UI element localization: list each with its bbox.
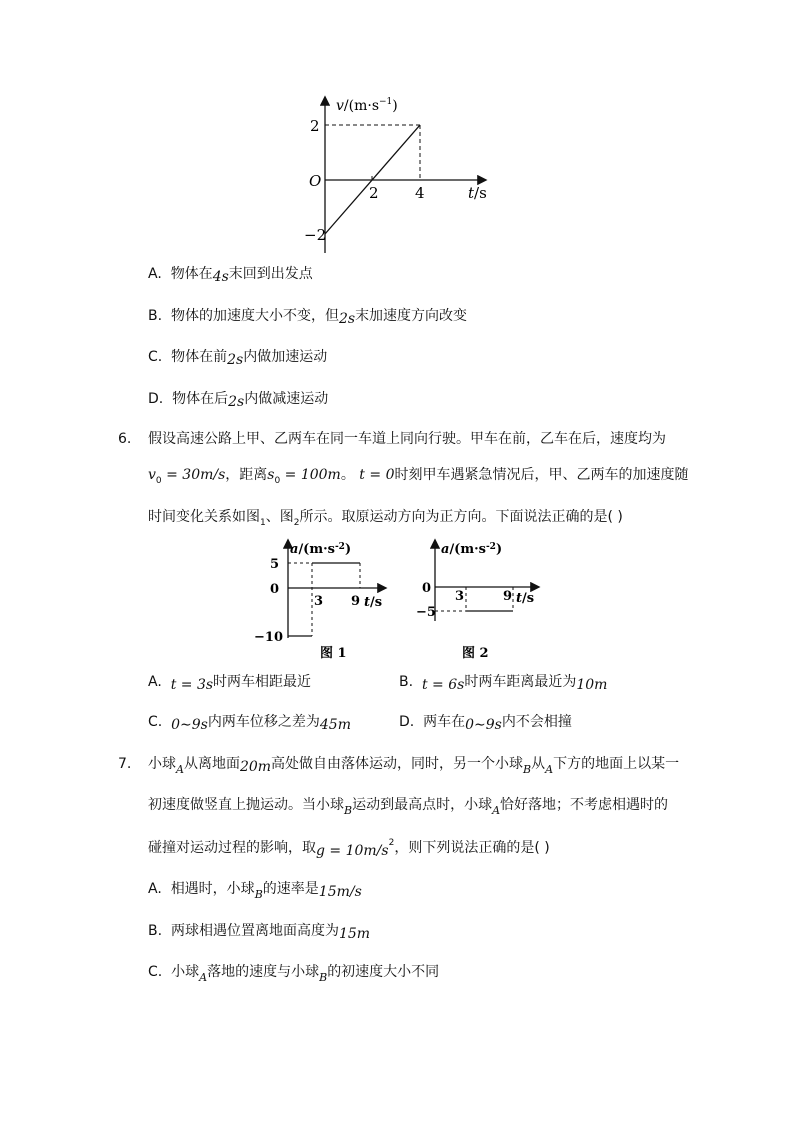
q5-b-text2: 末加速度方向改变 (355, 308, 468, 324)
q5-a-text2: 末回到出发点 (228, 266, 313, 282)
f2-xlabel: t/s (516, 591, 535, 606)
f1-caption: 图 1 (320, 646, 347, 661)
q6-c-text1: 内两车位移之差为 (207, 714, 320, 730)
q6-d-math1: 0∼9s (465, 717, 502, 733)
q7-a-text2: 的速率是 (262, 881, 319, 897)
q5-b-text1: 物体的加速度大小不变，但 (170, 308, 339, 324)
f2-xtick-9: 9 (503, 589, 513, 604)
q6-l2-t1: ，距离 (225, 467, 268, 483)
q6-option-a[interactable] (148, 672, 311, 692)
f2-xtick-3: 3 (455, 589, 465, 604)
q7-number: 7. (118, 756, 132, 772)
vt-xtick-2: 2 (369, 184, 379, 202)
q6-l3-s2: 2 (293, 518, 300, 528)
q5-a-math1: 4s (212, 269, 229, 285)
q6-option-d-label: D. (399, 714, 415, 730)
q7-a-text1: 相遇时，小球 (170, 881, 255, 897)
f2-ytick-neg5: −5 (416, 605, 436, 620)
q5-c-math1: 2s (227, 352, 244, 368)
q5-c-text2: 内做加速运动 (243, 349, 328, 365)
q6-l2-t2: 。 (340, 467, 355, 483)
q6-option-a-label: A. (148, 674, 162, 690)
q6-option-c-label: C. (148, 714, 163, 730)
q6-c-math2: 45m (319, 717, 351, 733)
q6-stem-line1: 假设高速公路上甲、乙两车在同一车道上同向行驶。甲车在前，乙车在后，速度均为 (148, 431, 666, 447)
vt-origin: O (309, 172, 322, 190)
q7-option-c[interactable] (148, 962, 439, 983)
q5-option-c[interactable] (148, 347, 327, 367)
q6-number: 6. (118, 431, 132, 447)
q7-option-a[interactable] (148, 879, 362, 900)
vt-ytick-neg: −2 (304, 226, 327, 244)
q7-option-a-label: A. (148, 881, 162, 897)
q7-stem-line3: 碰撞对运动过程的影响，取$g = 10m/s^2$，则下列说法正确的是( ) (148, 838, 550, 859)
q5-b-math1: 2s (338, 311, 356, 327)
f2-ytick-0: 0 (422, 581, 432, 596)
f1-xtick-9: 9 (351, 594, 361, 609)
q5-d-text2: 内做减速运动 (244, 391, 329, 407)
f1-ytick-neg10: −10 (254, 630, 283, 645)
q5-c-text1: 物体在前 (171, 349, 228, 365)
q7-c-text2: 落地的速度与小球 (207, 964, 320, 980)
q5-option-d[interactable] (148, 389, 328, 409)
q6-stem-line2 (148, 465, 688, 487)
q7-a-math1: 15m/s (318, 884, 362, 900)
q7-c-B: B (319, 971, 328, 984)
q5-option-b[interactable] (148, 306, 467, 326)
q6-v0: $v_0 = 30m/s$ (148, 467, 226, 486)
vt-graph (290, 88, 510, 263)
f1-ylabel: $a/(m\cdot s^{-2})$ (290, 542, 352, 557)
q7-stem-line2: 初速度做竖直上抛运动。当小球$_B$运动到最高点时，小球$_A$恰好落地；不考虑相遇时的 (148, 797, 669, 817)
q6-t0: t = 0 (359, 467, 395, 483)
q6-b-text1: 时两车距离最近为 (464, 674, 577, 690)
q7-c-A: A (199, 971, 208, 984)
q6-stem-line3 (148, 507, 623, 529)
f1-xtick-3: 3 (314, 594, 324, 609)
accel-graph-1 (250, 536, 410, 666)
q6-option-b-label: B. (399, 674, 414, 690)
f2-caption: 图 2 (462, 646, 489, 661)
q7-c-text1: 小球 (171, 964, 200, 980)
f1-ytick-5: 5 (270, 557, 280, 572)
q5-option-a-label: A. (148, 266, 162, 282)
q6-s0: $s_0 = 100m$ (267, 467, 341, 486)
q7-b-math1: 15m (338, 926, 371, 942)
q5-option-d-label: D. (148, 391, 164, 407)
q6-l2-t3: 时刻甲车遇紧急情况后，甲、乙两车的加速度随 (394, 467, 689, 483)
q5-a-text1: 物体在 (170, 266, 213, 282)
f1-ytick-0: 0 (270, 582, 280, 597)
q6-c-math1: 0∼9s (171, 717, 208, 733)
q5-d-math1: 2s (228, 394, 245, 410)
q6-a-text1: 时两车相距最近 (213, 674, 312, 690)
q6-option-d[interactable] (399, 712, 572, 732)
vt-xtick-4: 4 (415, 184, 425, 202)
q7-b-text1: 两球相遇位置离地面高度为 (170, 923, 339, 939)
f1-xlabel: t/s (364, 595, 383, 610)
q5-d-text1: 物体在后 (172, 391, 229, 407)
q6-l3-t1: 时间变化关系如图 (148, 509, 260, 525)
q6-l3-t2: 、图 (265, 509, 294, 525)
q7-c-text3: 的初速度大小不同 (327, 964, 440, 980)
q6-l3-t3: 所示。取原运动方向为正方向。下面说法正确的是( ) (299, 509, 623, 525)
q7-option-c-label: C. (148, 964, 163, 980)
q6-option-b[interactable] (399, 672, 607, 692)
vt-ytick-pos: 2 (310, 117, 320, 135)
q5-option-b-label: B. (148, 308, 163, 324)
accel-graph-2 (410, 536, 560, 666)
vt-xlabel: t/s (468, 184, 487, 202)
q6-a-math1: t = 3s (170, 677, 214, 693)
q6-option-c[interactable] (148, 712, 351, 732)
q7-option-b-label: B. (148, 923, 163, 939)
q7-stem-line1: 小球$_A$从离地面20m高处做自由落体运动，同时，另一个小球$_B$从$_A$下方的地面上以某一 (148, 756, 680, 776)
q6-d-text1: 两车在 (423, 714, 466, 730)
q6-l3-s1: 1 (260, 518, 266, 528)
q7-a-B: B (254, 888, 263, 901)
q6-b-math2: 10m (576, 677, 608, 693)
q5-option-c-label: C. (148, 349, 163, 365)
vt-ylabel: $v/(m\cdot s^{-1})$ (336, 97, 398, 114)
q6-b-math1: t = 6s (421, 677, 465, 693)
q6-d-text2: 内不会相撞 (501, 714, 572, 730)
q7-option-b[interactable] (148, 921, 370, 941)
q5-option-a[interactable] (148, 264, 313, 284)
f2-ylabel: $a/(m\cdot s^{-2})$ (441, 542, 503, 557)
